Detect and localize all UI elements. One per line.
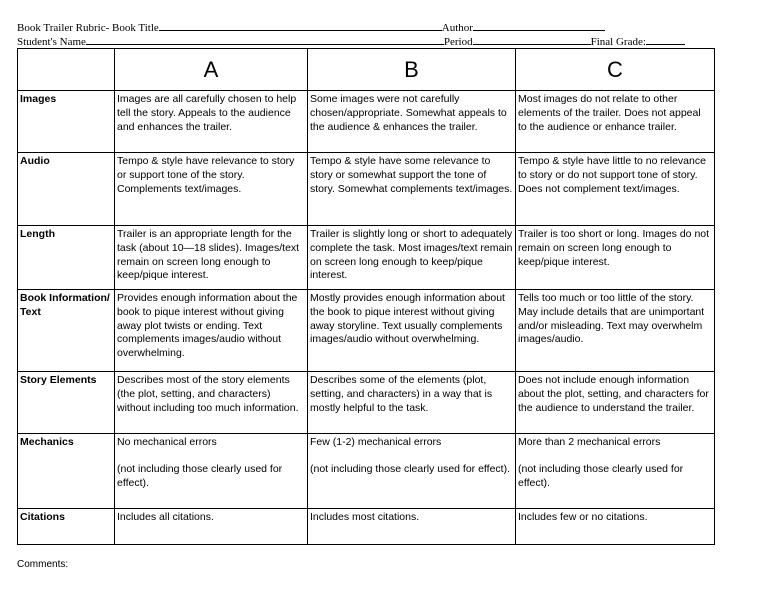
comments-label: Comments:	[17, 559, 69, 570]
student-name-field[interactable]	[86, 34, 444, 45]
cell-note: (not including those clearly used for effect).	[310, 462, 510, 475]
cell-note: (not including those clearly used for effect).	[117, 462, 283, 489]
cell-b: Describes some of the elements (plot, setting, and characters) in a way that is mostly helpful to the task.	[308, 372, 516, 434]
row-category: Book Information/ Text	[18, 290, 115, 372]
cell-a: Trailer is an appropriate length for the task (about 10—18 slides). Images/text remain on screen long enough to keep/pique interest.	[115, 226, 308, 290]
row-category: Citations	[18, 509, 115, 545]
cell-text: More than 2 mechanical errors	[518, 436, 661, 448]
cell-b: Mostly provides enough information about the book to pique interest without giving away storyline. Text usually complements images/audio without overwhelming.	[308, 290, 516, 372]
table-header-row	[18, 49, 715, 91]
book-title-field[interactable]	[159, 20, 442, 31]
cell-a: Tempo & style have relevance to story or support tone of the story. Complements text/images.	[115, 153, 308, 226]
row-category: Audio	[18, 153, 115, 226]
column-header-b: B	[308, 49, 516, 91]
student-name-label: Student's Name	[17, 36, 86, 48]
table-row	[18, 91, 715, 153]
table-row	[18, 372, 715, 434]
cell-b: Includes most citations.	[308, 509, 516, 545]
period-field[interactable]	[473, 34, 591, 45]
cell-c: Does not include enough information about the plot, setting, and characters for the audience to understand the trailer.	[516, 372, 715, 434]
cell-a: Images are all carefully chosen to help tell the story. Appeals to the audience and enhances the trailer.	[115, 91, 308, 153]
rubric-table	[17, 48, 715, 545]
book-title-label: Book Trailer Rubric- Book Title	[17, 22, 159, 34]
cell-text: Few (1-2) mechanical errors	[310, 436, 442, 448]
cell-note: (not including those clearly used for effect).	[518, 462, 684, 489]
table-row	[18, 153, 715, 226]
header-title-row	[17, 20, 605, 35]
cell-b	[308, 434, 516, 509]
cell-c: Includes few or no citations.	[516, 509, 715, 545]
cell-b: Trailer is slightly long or short to adequately complete the task. Most images/text remain on screen long enough to keep/pique interest.	[308, 226, 516, 290]
author-field[interactable]	[473, 20, 605, 31]
row-category: Mechanics	[18, 434, 115, 509]
cell-c: Most images do not relate to other elements of the trailer. Does not appeal to the audience or enhance trailer.	[516, 91, 715, 153]
table-row	[18, 226, 715, 290]
cell-c: Tells too much or too little of the story. May include details that are unimportant and/or misleading. Text may overwhelm images/audio.	[516, 290, 715, 372]
cell-a: Includes all citations.	[115, 509, 308, 545]
table-row	[18, 509, 715, 545]
row-category: Story Elements	[18, 372, 115, 434]
column-header-a: A	[115, 49, 308, 91]
cell-text: No mechanical errors	[117, 436, 217, 448]
row-category: Images	[18, 91, 115, 153]
cell-b: Tempo & style have some relevance to story or somewhat support the tone of story. Somewhat complements text/images.	[308, 153, 516, 226]
final-grade-field[interactable]	[646, 34, 685, 45]
cell-c: Tempo & style have little to no relevance to story or do not support tone of story. Does not complement text/images.	[516, 153, 715, 226]
header-student-row	[17, 34, 685, 49]
row-category: Length	[18, 226, 115, 290]
cell-c: Trailer is too short or long. Images do not remain on screen long enough to keep/pique interest.	[516, 226, 715, 290]
period-label: Period	[443, 36, 473, 48]
cell-a: Describes most of the story elements (the plot, setting, and characters) without including too much information.	[115, 372, 308, 434]
table-row	[18, 434, 715, 509]
author-label: Author	[441, 22, 473, 34]
cell-a	[115, 434, 308, 509]
cell-b: Some images were not carefully chosen/appropriate. Somewhat appeals to the audience & enhances the trailer.	[308, 91, 516, 153]
corner-cell	[18, 49, 115, 91]
cell-a: Provides enough information about the book to pique interest without giving away plot twists or ending. Text complements images/audio without overwhelming.	[115, 290, 308, 372]
cell-c	[516, 434, 715, 509]
table-row	[18, 290, 715, 372]
column-header-c: C	[516, 49, 715, 91]
final-grade-label: Final Grade:	[590, 36, 646, 48]
